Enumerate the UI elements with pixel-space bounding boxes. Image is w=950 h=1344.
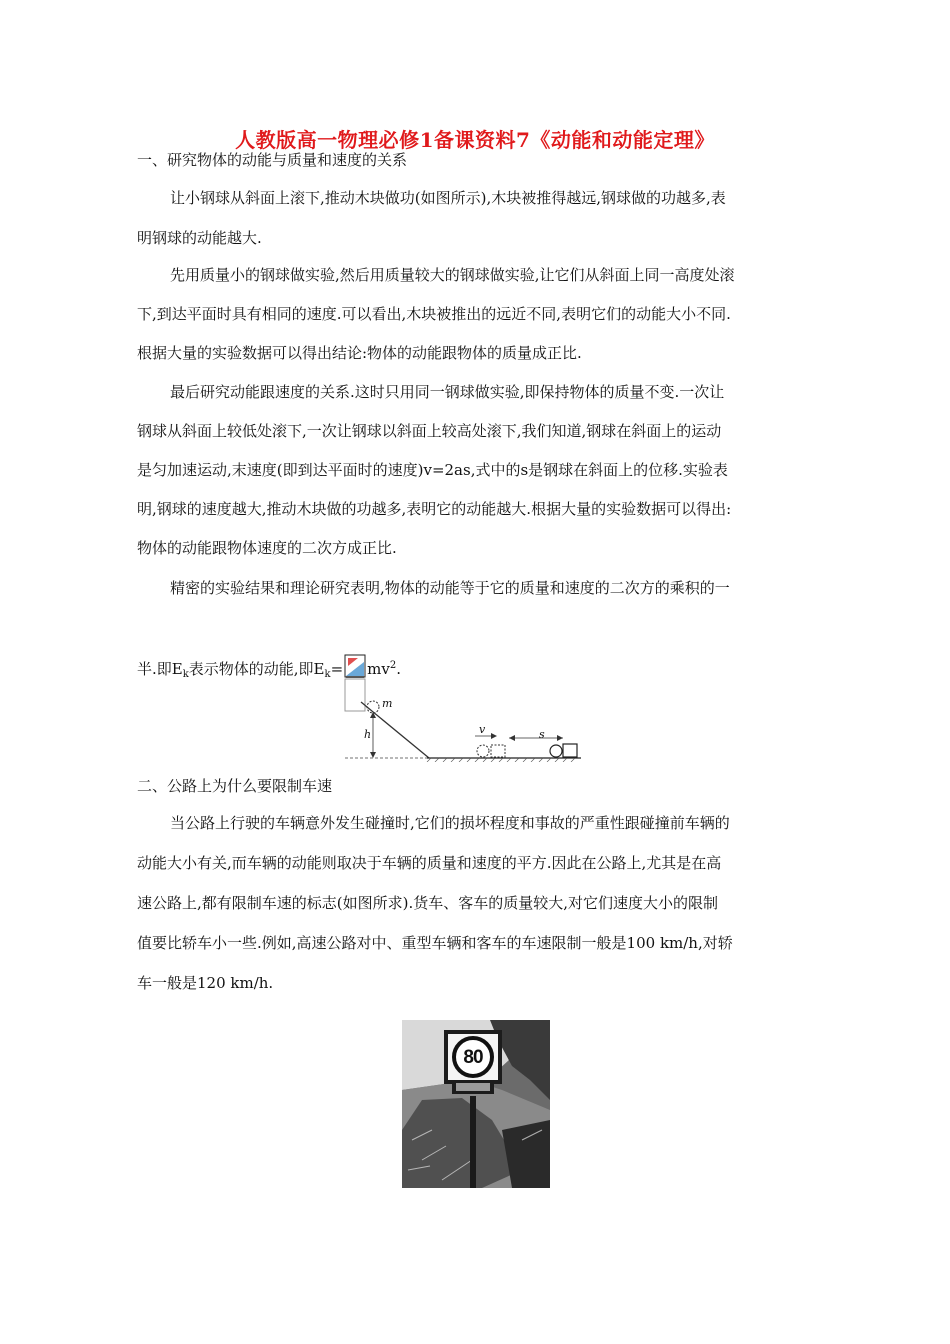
formula-line: 半.即$E_k$表示物体的动能,即$E_k=$ $mv^2$. (137, 654, 401, 712)
paragraph-line: 值要比轿车小一些.例如,高速公路对中、重型车辆和客车的车速限制一般是100 km/h,对轿 (137, 934, 733, 952)
paragraph-line: 明钢球的动能越大. (137, 229, 262, 247)
paragraph-line: 下,到达平面时具有相同的速度.可以看出,木块被推出的远近不同,表明它们的动能大小不同. (137, 305, 731, 323)
paragraph-line: 让小钢球从斜面上滚下,推动木块做功(如图所示),木块被推得越远,钢球做的功越多,表 (170, 189, 726, 207)
paragraph-line: 动能大小有关,而车辆的动能则取决于车辆的质量和速度的平方.因此在公路上,尤其是在高 (137, 854, 722, 872)
paragraph-line: 明,钢球的速度越大,推动木块做的功越多,表明它的动能越大.根据大量的实验数据可以得出: (137, 500, 732, 518)
paragraph-line: 速公路上,都有限制车速的标志(如图所求).货车、客车的质量较大,对它们速度大小的限制 (137, 894, 719, 912)
figure-label-s: s (539, 728, 545, 741)
paragraph-line: 先用质量小的钢球做实验,然后用质量较大的钢球做实验,让它们从斜面上同一高度处滚 (170, 266, 735, 284)
paragraph-line: 精密的实验结果和理论研究表明,物体的动能等于它的质量和速度的二次方的乘积的一 (170, 579, 730, 597)
section-2-heading: 二、公路上为什么要限制车速 (137, 777, 333, 795)
paragraph-line: 物体的动能跟物体速度的二次方成正比. (137, 539, 397, 557)
paragraph-line: 当公路上行驶的车辆意外发生碰撞时,它们的损坏程度和事故的严重性跟碰撞前车辆的 (170, 814, 730, 832)
paragraph-line: 钢球从斜面上较低处滚下,一次让钢球以斜面上较高处滚下,我们知道,钢球在斜面上的运动 (137, 422, 722, 440)
incline-experiment-figure (345, 692, 585, 762)
section-1-heading: 一、研究物体的动能与质量和速度的关系 (137, 151, 408, 169)
figure-label-h: h (364, 728, 372, 741)
figure-label-v: v (479, 723, 486, 736)
paragraph-line: 是匀加速运动,末速度(即到达平面时的速度)v=2as,式中的s是钢球在斜面上的位移.实验表 (137, 461, 728, 479)
speed-limit-sign-photo (402, 1020, 550, 1188)
paragraph-line: 车一般是120 km/h. (137, 974, 274, 992)
paragraph-line: 最后研究动能跟速度的关系.这时只用同一钢球做实验,即保持物体的质量不变.一次让 (170, 383, 725, 401)
figure-label-m: m (382, 697, 393, 710)
paragraph-line: 根据大量的实验数据可以得出结论:物体的动能跟物体的质量成正比. (137, 344, 582, 362)
page-title: 人教版高一物理必修1备课资料7《动能和动能定理》 (235, 128, 715, 152)
speed-limit-number: 80 (463, 1047, 483, 1068)
